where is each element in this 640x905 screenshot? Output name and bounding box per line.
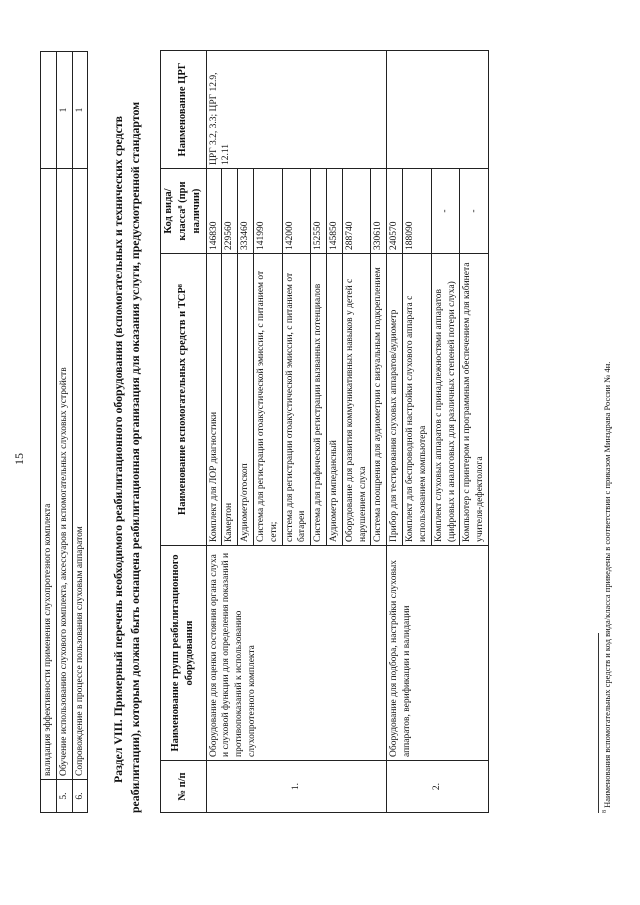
equipment-table	[160, 50, 489, 813]
item-code: 152550	[311, 169, 327, 254]
item-name: Прибор для тестирования слуховых аппаратов/аудиометр	[387, 254, 403, 546]
item-name: Компьютер с принтером и программным обеспечением для кабинета учителя-дефектолога	[460, 254, 489, 546]
header-code: Код вида/класса⁸ (при наличии)	[161, 169, 207, 254]
item-name: Камертон	[222, 254, 238, 546]
row-number	[41, 780, 57, 813]
item-code: 229560	[222, 169, 238, 254]
item-name: Система для регистрации отоакустической эмиссии, с питанием от сети;	[253, 254, 282, 546]
row-number: 5.	[56, 780, 72, 813]
group-name: Оборудование для оценки состояния органа слуха и слуховой функции для определения показаний и противопоказаний к использованию слухопротезного комплекта	[206, 546, 387, 761]
header-group: Наименование групп реабилитационного оборудования	[161, 546, 207, 761]
footnote-divider	[598, 633, 599, 813]
item-name: Оборудование для развития коммуникативных навыков у детей с нарушением слуха	[342, 254, 371, 546]
table-row	[72, 52, 88, 813]
item-code: 330610	[371, 169, 387, 254]
item-code: -	[431, 169, 460, 254]
item-code: -	[460, 169, 489, 254]
table-row	[387, 51, 403, 813]
group-number: 2.	[387, 761, 489, 813]
header-crg: Наименование ЦРГ	[161, 51, 207, 169]
row-text: валидация эффективности применения слухопротезного комплекта	[41, 169, 57, 780]
header-name: Наименование вспомогательных средств и ТСР⁸	[161, 254, 207, 546]
item-name: Комплект для ЛОР диагностики	[206, 254, 222, 546]
header-num: № п/п	[161, 761, 207, 813]
page-number: 15	[12, 453, 26, 465]
item-code: 288740	[342, 169, 371, 254]
table-row	[206, 51, 222, 813]
item-code: 146830	[206, 169, 222, 254]
table-header-row	[161, 51, 207, 813]
row-number: 6.	[72, 780, 88, 813]
footnote-mark: 8	[602, 810, 609, 813]
item-name: Комплект слуховых аппаратов с принадлежностями аппаратов (цифровых и аналоговых для различных степеней потери слуха)	[431, 254, 460, 546]
section-heading-line1: Раздел VIII. Примерный перечень необходимого реабилитационного оборудования (вспомогательных и технических средств	[111, 116, 125, 783]
row-text: Сопровождение в процессе пользования слуховым аппаратом	[72, 169, 88, 780]
item-code: 141990	[253, 169, 282, 254]
row-mark	[41, 52, 57, 169]
section-heading-line2: реабилитации), которым должна быть оснащена реабилитационная организация для оказания услуги, предусмотренной стандартом	[128, 101, 143, 813]
row-mark: 1	[72, 52, 88, 169]
item-code: 142000	[282, 169, 311, 254]
row-mark: 1	[56, 52, 72, 169]
group-crg	[387, 51, 489, 169]
item-name: Аудиометр импедансный	[327, 254, 343, 546]
item-name: Система поощрения для аудиометрии с визуальным подкреплением	[371, 254, 387, 546]
table-row	[41, 52, 57, 813]
row-text: Обучение использованию слухового комплекта, аксессуаров и вспомогательных слуховых устройств	[56, 169, 72, 780]
item-code: 240570	[387, 169, 403, 254]
group-number: 1.	[206, 761, 387, 813]
footnote	[602, 13, 612, 813]
section-heading	[110, 1, 144, 813]
group-crg: ЦРГ 3.2, 3.3; ЦРГ 12.9, 12.11	[206, 51, 387, 169]
table-row	[56, 52, 72, 813]
item-code: 188090	[403, 169, 432, 254]
item-name: Аудиометр/отоскоп	[238, 254, 254, 546]
item-name: Комплект для беспроводной настройки слухового аппарата с использованием компьютера	[403, 254, 432, 546]
footnote-text: Наименования вспомогательных средств и код вида/класса приведены в соответствии с приказом Минздрава России № 4н.	[602, 361, 612, 808]
item-code: 333460	[238, 169, 254, 254]
item-code: 145850	[327, 169, 343, 254]
services-table-continuation	[40, 51, 88, 813]
item-name: система для регистрации отоакустической эмиссии, с питанием от батареи	[282, 254, 311, 546]
item-name: Система для графической регистрации вызванных потенциалов	[311, 254, 327, 546]
group-name: Оборудование для подбора, настройки слуховых аппаратов, верификации и валидации	[387, 546, 489, 761]
